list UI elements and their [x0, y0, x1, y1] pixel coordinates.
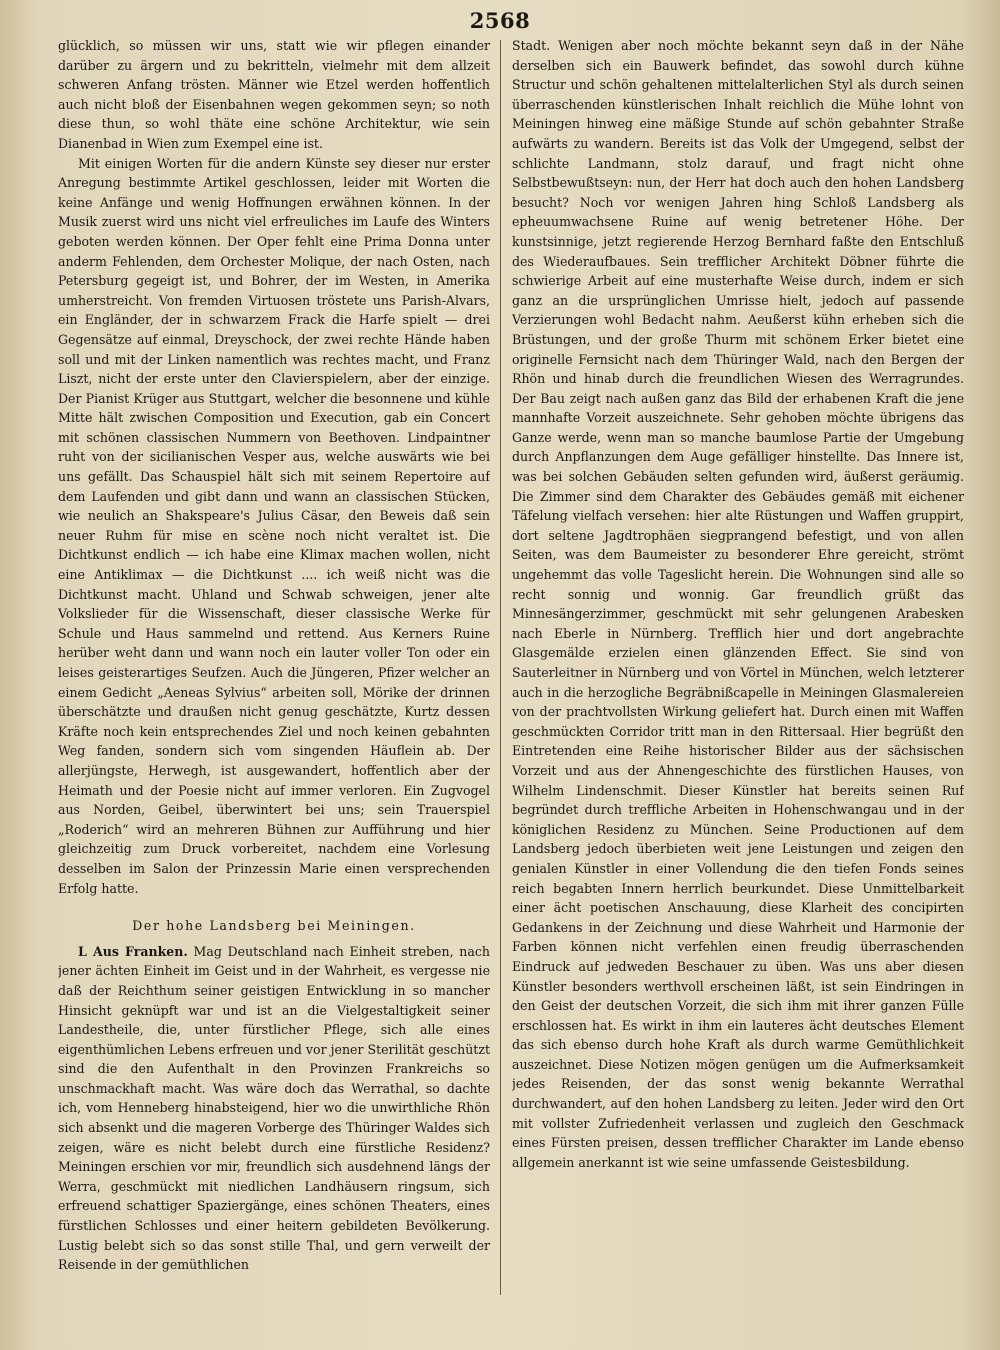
- article-body-start: [58, 942, 490, 1275]
- page-number: 2568: [469, 8, 531, 33]
- paragraph-continuation: glücklich, so müssen wir uns, statt wie wir pflegen einander darüber zu ärgern und zu bekritteln, vielmehr mit dem allzeit schweren Anfang trösten. Männer wie Etzel werden hoffentlich auch nicht bloß der Eisenbahnen wegen gekommen seyn; so noth diese thun, so wohl thäte eine schöne Architektur, wie sein Dianenbad in Wien zum Exempel eine ist.: [58, 38, 490, 151]
- article-body-continued: Stadt. Wenigen aber noch möchte bekannt seyn daß in der Nähe derselben sich ein Bauwerk befindet, das sowohl durch kühne Structur und schön gehaltenen mittelalterlichen Styl als durch seinen überraschenden künstlerischen Inhalt reichlich die Mühe lohnt von Meiningen hinweg eine mäßige Stunde auf schön gebahnter Straße aufwärts zu wandern. Bereits ist das Volk der Umgegend, selbst der schlichte Landmann, stolz darauf, und fragt nicht ohne Selbstbewußtseyn: nun, der Herr hat doch auch den hohen Landsberg besucht? Noch vor wenigen Jahren hing Schloß Landsberg als epheuumwachsene Ruine auf wenig betretener Höhe. Der kunstsinnige, jetzt regierende Herzog Bernhard faßte den Entschluß des Wiederaufbaues. Sein trefflicher Architekt Döbner führte die schwierige Arbeit auf eine musterhafte Weise durch, indem er sich ganz an die ursprünglichen Umrisse hielt, jedoch auf passende Verzierungen wohl Bedacht nahm. Aeußerst kühn erheben sich die Brüstungen, und der große Thurm mit schönem Erker bietet eine originelle Fernsicht nach dem Thüringer Wald, nach den Bergen der Rhön und hinab durch die freundlichen Wiesen des Werragrundes. Der Bau zeigt nach außen ganz das Bild der erhabenen Kraft die jene mannhafte Vorzeit auszeichnete. Sehr gehoben möchte übrigens das Ganze werde, wenn man so manche baumlose Partie der Umgebung durch Anpflanzungen dem Auge gefälliger hinstellte. Das Innere ist, was bei solchen Gebäuden selten gefunden wird, äußerst geräumig. Die Zimmer sind dem Charakter des Gebäudes gemäß mit eichener Täfelung vielfach versehen: hier alte Rüstungen und Waffen gruppirt, dort seltene Jagdtrophäen siegprangend befestigt, und von allen Seiten, was dem Baumeister zu besonderer Ehre gereicht, strömt ungehemmt das volle Tageslicht herein. Die Wohnungen sind alle so recht sonnig und wonnig. Gar freundlich grüßt das Minnesängerzimmer, geschmückt mit sehr gelungenen Arabesken nach Eberle in Nürnberg. Trefflich hier und dort angebrachte Glasgemälde erzielen einen glänzenden Effect. Sie sind von Sauterleitner in Nürnberg und von Vörtel in München, welch letzterer auch in die herzogliche Begräbnißcapelle in Meiningen Glasmalereien von der prachtvollsten Wirkung geliefert hat. Durch einen mit Waffen geschmückten Corridor tritt man in den Rittersaal. Hier begrüßt den Eintretenden eine Reihe historischer Bilder aus der sächsischen Vorzeit und aus der Ahnengeschichte des fürstlichen Hauses, von Wilhelm Lindenschmit. Dieser Künstler hat bereits seinen Ruf begründet durch treffliche Arbeiten in Hohenschwangau und in der königlichen Residenz zu München. Seine Productionen auf dem Landsberg jedoch überbieten weit jene Leistungen und zeigen den genialen Künstler in einer Vollendung die den tiefen Fonds seines reich begabten Innern herrlich beurkundet. Diese Unmittelbarkeit einer ächt poetischen Anschauung, diese Klarheit des concipirten Gedankens in der Zeichnung und diese Wahrheit und Harmonie der Farben können nicht verfehlen einen freudig überraschenden Eindruck auf jedweden Beschauer zu üben. Was uns aber diesen Künstler besonders werthvoll erscheinen läßt, ist sein Eindringen in den Geist der deutschen Vorzeit, die sich ihm mit ihrer ganzen Fülle erschlossen hat. Es wirkt in ihm ein lauteres ächt deutsches Element das sich ebenso durch hohe Kraft als durch warme Gemüthlichkeit auszeichnet. Diese Notizen mögen genügen um die Aufmerksamkeit jedes Reisenden, der das sonst wenig bekannte Werrathal durchwandert, auf den hohen Landsberg zu leiten. Jeder wird den Ort mit vollster Zufriedenheit verlassen und zugleich den Geschmack eines Fürsten preisen, dessen trefflicher Charakter im Lande ebenso allgemein anerkannt ist wie seine umfassende Geistesbildung.: [512, 38, 964, 1170]
- left-column: [58, 36, 490, 1336]
- paragraph-arts: Mit einigen Worten für die andern Künste sey dieser nur erster Anregung bestimmte Artikel geschlossen, leider mit Worten die keine Anfänge und wenig Hoffnungen erwähnen können. In der Musik zuerst wird uns nicht viel erfreuliches im Laufe des Winters geboten werden können. Der Oper fehlt eine Prima Donna unter anderm Fehlenden, dem Orchester Molique, der nach Osten, nach Petersburg gegeigt ist, und Bohrer, der im Westen, in Amerika umherstreicht. Von fremden Virtuosen tröstete uns Parish-Alvars, ein Engländer, der in schwarzem Frack die Harfe spielt — drei Gegensätze auf einmal, Dreyschock, der zwei rechte Hände haben soll und mit der Linken namentlich was rechtes macht, und Franz Liszt, nicht der erste unter den Clavierspielern, aber der einzige. Der Pianist Krüger aus Stuttgart, welcher die besonnene und kühle Mitte hält zwischen Composition und Execution, gab ein Concert mit schönen classischen Nummern von Beethoven. Lindpaintner ruht von der sicilianischen Vesper aus, welche auswärts wie bei uns gefällt. Das Schauspiel hält sich mit seinem Repertoire auf dem Laufenden und gibt dann und wann an classischen Stücken, wie neulich an Shakspeare's Julius Cäsar, den Beweis daß sein neuer Ruhm für mise en scène noch nicht veraltet ist. Die Dichtkunst endlich — ich habe eine Klimax machen wollen, nicht eine Antiklimax — die Dichtkunst .... ich weiß nicht was die Dichtkunst macht. Uhland und Schwab schweigen, jener alte Volkslieder für die Wissenschaft, dieser classische Werke für Schule und Haus sammelnd und rettend. Aus Kerners Ruine herüber weht dann und wann noch ein lauter voller Ton oder ein leises geisterartiges Seufzen. Auch die Jüngeren, Pfizer welcher an einem Gedicht „Aeneas Sylvius“ arbeiten soll, Mörike der drinnen überschätzte und draußen nicht genug geschätzte, Kurtz dessen Kräfte noch kein entsprechendes Ziel und noch keinen gebahnten Weg fanden, sondern sich vom singenden Häuflein ab. Der allerjüngste, Herwegh, ist ausgewandert, hoffentlich aber der Heimath und der Poesie nicht auf immer verloren. Ein Zugvogel aus Norden, Geibel, überwintert bei uns; sein Trauerspiel „Roderich“ wird an mehreren Bühnen zur Aufführung und hier gleichzeitig zum Druck vorbereitet, nachdem eine Vorlesung desselben im Salon der Prinzessin Marie einen versprechenden Erfolg hatte.: [58, 155, 490, 896]
- article-dateline: L Aus Franken.: [78, 943, 188, 959]
- article-title: Der hohe Landsberg bei Meiningen.: [132, 918, 416, 934]
- article-body-text: Mag Deutschland nach Einheit streben, nach jener ächten Einheit im Geist und in der Wahrheit, es vergesse nie daß der Reichthum seiner geistigen Entwicklung in so mancher Hinsicht geknüpft war und ist an die Vielgestaltigkeit seiner Landestheile, die, unter fürstlicher Pflege, sich alle eines eigenthümlichen Lebens erfreuen und vor jener Sterilität geschützt sind die den Aufenthalt in den Provinzen Frankreichs so unschmackhaft macht. Was wäre doch das Werrathal, so dachte ich, vom Henneberg hinabsteigend, hier wo die unwirthliche Rhön sich absenkt und die mageren Vorberge des Thüringer Waldes sich zeigen, wäre es nicht belebt durch eine fürstliche Residenz? Meiningen erschien vor mir, freundlich sich ausdehnend längs der Werra, geschmückt mit niedlichen Landhäusern ringsum, sich erfreuend schattiger Spaziergänge, eines schönen Theaters, eines fürstlichen Schlosses und einer heitern gebildeten Bevölkerung. Lustig belebt sich so das sonst stille Thal, und gern verweilt der Reisende in der gemüthlichen: [58, 943, 490, 1273]
- column-divider: [500, 40, 501, 1295]
- right-column: [512, 36, 964, 1336]
